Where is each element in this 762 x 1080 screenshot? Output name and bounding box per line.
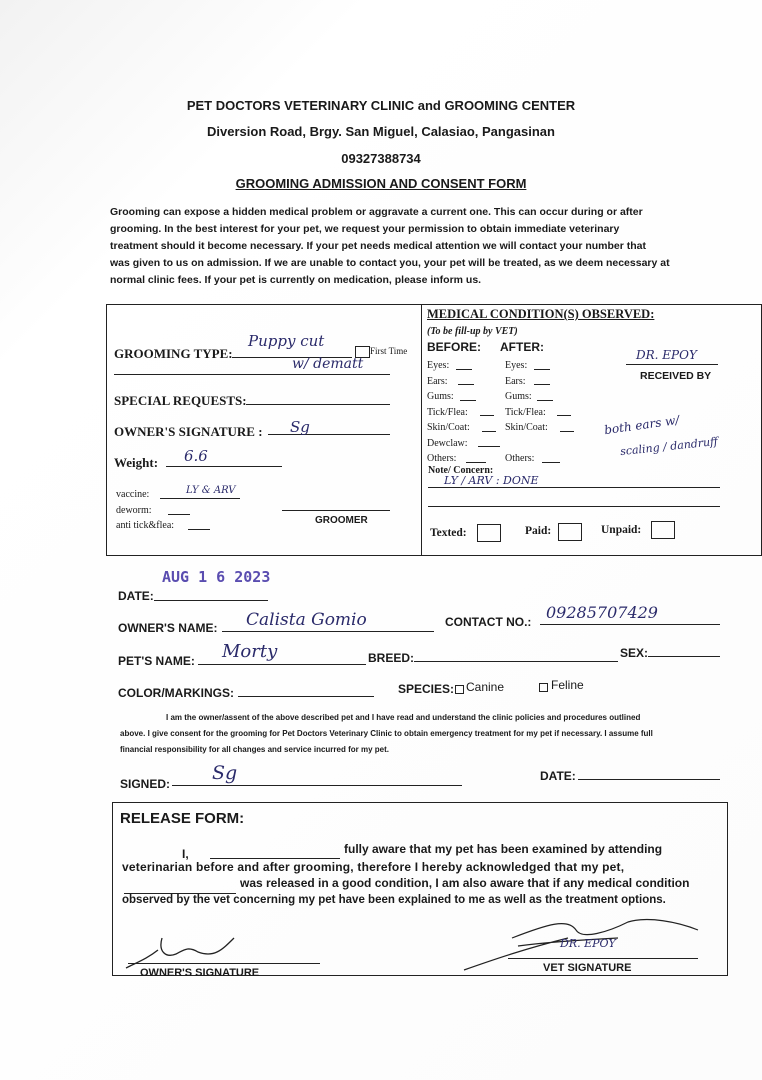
grooming-type-line-2 [114,374,390,375]
before-line [456,369,472,370]
after-line [537,400,553,401]
feline-checkbox[interactable] [539,683,548,692]
owner-name-label: OWNER'S NAME: [118,621,218,635]
before-label: BEFORE: [427,340,481,354]
after-line [557,415,571,416]
release-line-4: observed by the vet concerning my pet have been explained to me as well as the treatment options. [122,894,666,906]
date-line [154,600,268,601]
groomer-label: GROOMER [315,515,368,526]
owner-signature-release-label: OWNER'S SIGNATURE [140,967,260,979]
special-requests-label: SPECIAL REQUESTS: [114,393,247,408]
canine-label: Canine [466,680,505,694]
signed-label: SIGNED: [120,777,171,791]
vet-signature-value: DR. EPOY [560,937,616,950]
weight-label: Weight: [114,455,159,470]
release-line-2: veterinarian before and after grooming, therefore I hereby acknowledged that my pet, [122,860,625,874]
clinic-address: Diversion Road, Brgy. San Miguel, Calasiao, Pangasinan [207,124,555,139]
weight-value[interactable]: 6.6 [184,447,208,465]
release-name-line [210,858,340,859]
form-title: GROOMING ADMISSION AND CONSENT FORM [235,176,527,191]
release-title: RELEASE FORM: [120,810,245,827]
after-item: Eyes: [505,360,528,371]
medical-subtitle: (To be fill-up by VET) [427,326,518,337]
owner-signature-release-line [128,963,320,964]
intro-line: normal clinic fees. If your pet is currently on medication, please inform us. [110,274,482,286]
unpaid-checkbox[interactable] [651,521,675,539]
color-markings-line [238,696,374,697]
consent-line: financial responsibility for all changes and service incurred for my pet. [120,745,389,754]
consent-line: above. I give consent for the grooming for Pet Doctors Veterinary Clinic to obtain emergency treatment for my pet if necessary. I assume full [120,729,653,738]
vaccine-line [160,498,240,499]
release-line-1: fully aware that my pet has been examined by attending [344,842,663,856]
owner-name-value[interactable]: Calista Gomio [246,610,367,630]
release-line-3: was released in a good condition, I am also aware that if any medical condition [240,876,690,890]
before-item: Others: [427,453,457,464]
intro-line: treatment should it become necessary. If your pet needs medical attention we will contact your number that [110,240,647,252]
deworm-label: deworm: [116,505,152,516]
intro-line: was given to us on admission. If we are unable to contact you, your pet will be treated, as we deem necessary at [110,257,670,269]
note-line-1 [428,487,720,488]
after-line [542,462,560,463]
before-line [478,446,500,447]
release-i-label: I, [182,847,189,861]
before-item: Tick/Flea: [427,406,468,418]
after-line [534,384,550,385]
before-item: Gums: [427,391,454,402]
special-requests-line [246,404,390,405]
pet-name-label: PET'S NAME: [118,654,195,668]
observation-line-1[interactable]: both ears w/ [603,412,681,438]
after-line [560,431,574,432]
consent-line: I am the owner/assent of the above described pet and I have read and understand the clinic policies and procedures outlined [166,713,641,722]
received-by-value[interactable]: DR. EPOY [636,348,697,362]
after-item: Skin/Coat: [505,422,548,433]
intro-line: grooming. In the best interest for your pet, we request your permission to obtain immediate veterinary [110,223,620,235]
before-item: Dewclaw: [427,437,468,449]
anti-tick-line [188,529,210,530]
pet-name-line [198,664,366,665]
texted-label: Texted: [430,527,467,539]
before-item: Skin/Coat: [427,422,470,433]
before-line [480,415,494,416]
species-label: SPECIES: [398,682,455,696]
signed-line [172,785,462,786]
paid-label: Paid: [525,525,552,537]
before-item: Ears: [427,375,448,387]
pet-name-value[interactable]: Morty [222,641,278,662]
signed-value[interactable]: Sg [212,762,238,784]
before-line [466,462,486,463]
owner-signature-line [268,434,390,435]
vet-signature-label: VET SIGNATURE [543,962,632,974]
box-divider [421,304,422,556]
owner-signature-label: OWNER'S SIGNATURE : [114,424,263,439]
contact-value[interactable]: 09285707429 [546,603,658,622]
weight-line [166,466,282,467]
after-label: AFTER: [500,340,544,354]
note-value[interactable]: LY / ARV : DONE [444,474,539,487]
groomer-line [282,510,390,511]
feline-label: Feline [551,678,584,692]
breed-line [414,661,618,662]
owner-signature-value[interactable]: Sg [290,418,310,436]
sex-line [648,656,720,657]
observation-line-2[interactable]: scaling / dandruff [619,434,719,459]
note-label: Note/ Concern: [428,465,494,476]
after-item: Gums: [505,391,532,402]
grooming-type-value[interactable]: Puppy cut [248,332,325,350]
medical-title: MEDICAL CONDITION(S) OBSERVED: [427,307,655,321]
sex-label: SEX: [620,646,649,660]
consent-paragraph [120,710,728,758]
after-item: Tick/Flea: [505,406,546,418]
intro-line: Grooming can expose a hidden medical problem or aggravate a current one. This can occur during or after [110,206,643,218]
before-line [482,431,496,432]
date-stamp: AUG 1 6 2023 [162,568,271,586]
received-by-line [626,364,718,365]
grooming-type-value-2[interactable]: w/ dematt [292,356,364,372]
after-items [505,358,548,467]
before-line [458,384,474,385]
clinic-phone: 09327388734 [341,151,421,166]
contact-line [540,624,720,625]
before-items [427,358,470,467]
clinic-name: PET DOCTORS VETERINARY CLINIC and GROOMING CENTER [186,98,576,113]
unpaid-label: Unpaid: [601,524,642,536]
anti-tick-label: anti tick&flea: [116,520,175,531]
after-item: Ears: [505,375,526,387]
received-by-label: RECEIVED BY [640,370,712,382]
grooming-type-label: GROOMING TYPE: [114,346,233,361]
color-markings-label: COLOR/MARKINGS: [118,686,234,700]
after-item: Others: [505,453,535,464]
date-label: DATE: [118,589,154,603]
after-line [534,369,550,370]
owner-name-line [222,631,434,632]
intro-paragraph [110,204,720,289]
paid-checkbox[interactable] [558,523,582,541]
before-line [460,400,476,401]
contact-label: CONTACT NO.: [445,615,532,629]
texted-checkbox[interactable] [477,524,501,542]
note-line-2 [428,506,720,507]
vaccine-label: vaccine: [116,489,150,500]
before-item: Eyes: [427,360,450,371]
first-time-label: First Time [370,346,408,356]
vet-signature-line [508,958,698,959]
canine-checkbox[interactable] [455,685,464,694]
vaccine-value[interactable]: LY & ARV [186,485,236,496]
breed-label: BREED: [368,651,415,665]
signed-date-label: DATE: [540,769,576,783]
signed-date-line [578,779,720,780]
deworm-line [168,514,190,515]
